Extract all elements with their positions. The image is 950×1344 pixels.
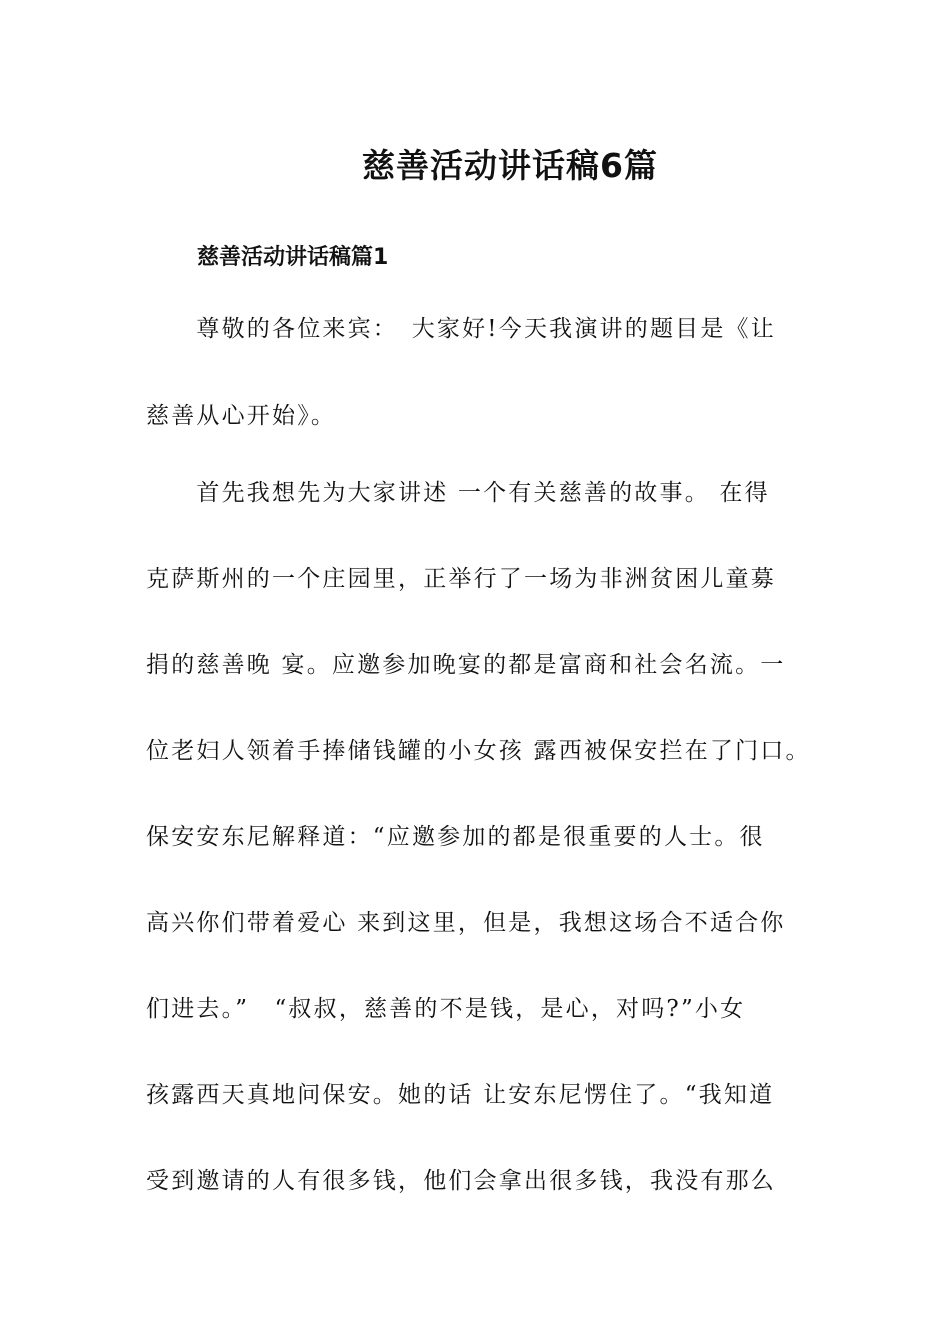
body-line: 捐的慈善晚 宴。应邀参加晚宴的都是富商和社会名流。一: [146, 652, 786, 678]
body-line: 受到邀请的人有很多钱，他们会拿出很多钱，我没有那么: [146, 1168, 776, 1194]
body-line: 高兴你们带着爱心 来到这里，但是，我想这场合不适合你: [146, 910, 786, 936]
body-line: 孩露西天真地问保安。她的话 让安东尼愣住了。“我知道: [146, 1082, 775, 1108]
body-line: 克萨斯州的一个庄园里，正举行了一场为非洲贫困儿童募: [146, 566, 776, 592]
document-title: 慈善活动讲话稿6篇: [362, 146, 658, 185]
body-line: 保安安东尼解释道：“应邀参加的都是很重要的人士。很: [146, 824, 765, 850]
body-line: 慈善从心开始》。: [146, 403, 337, 429]
section-title: 慈善活动讲话稿篇1: [197, 245, 389, 270]
body-line: 们进去。” “叔叔，慈善的不是钱，是心，对吗?”小女: [146, 996, 746, 1022]
body-line: 尊敬的各位来宾： 大家好!今天我演讲的题目是《让: [146, 316, 776, 342]
body-line: 首先我想先为大家讲述 一个有关慈善的故事。 在得: [146, 480, 770, 506]
body-line: 位老妇人领着手捧储钱罐的小女孩 露西被保安拦在了门口。: [146, 738, 811, 764]
